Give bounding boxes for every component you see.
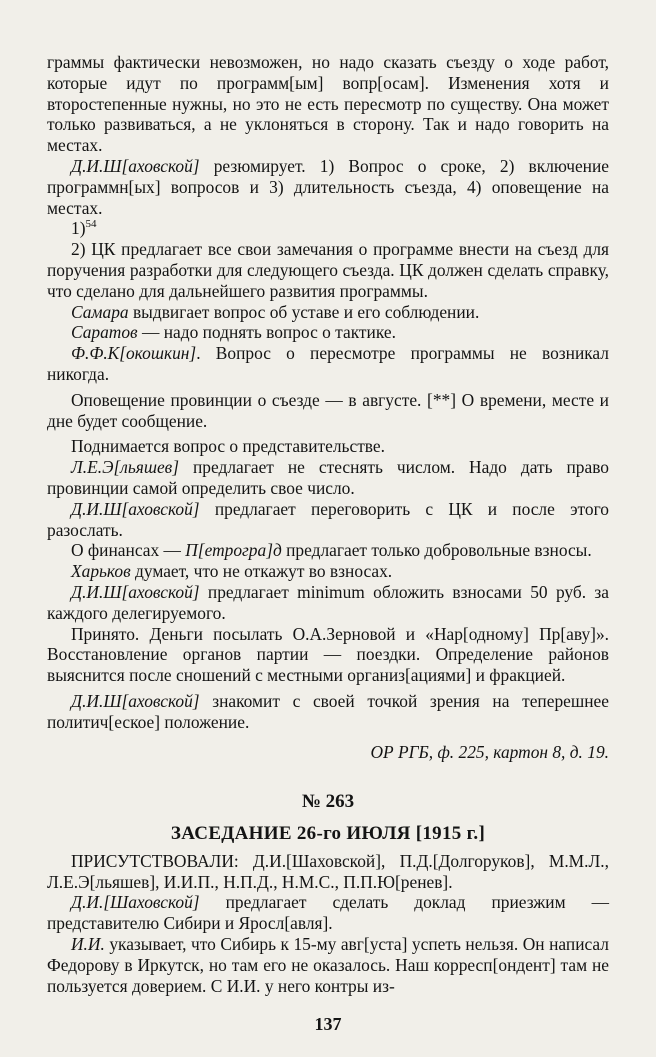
paragraph-text: предлагает не стеснять числом. Надо дать право провинции самой определить свое число. [47,457,609,498]
paragraph-text: О финансах — [71,540,186,561]
paragraph-text: думает, что не откажут во взносах. [130,561,393,582]
paragraph-text: предлагает только добровольные взносы. [281,540,592,561]
paragraph-text: знакомит с своей точкой зрения на теперешнее политич[еское] положение. [47,690,609,732]
speaker-name: Саратов [71,322,138,343]
speaker-name: Д.И.Ш[аховской] [71,498,200,519]
list-marker: 1) [71,218,86,239]
paragraph [47,582,609,624]
document-number: № 263 [301,791,355,813]
speaker-name: Л.Е.Э[льяшев] [71,457,179,478]
archive-source: ОР РГБ, ф. 225, картон 8, д. 19. [370,741,609,762]
paragraph [47,322,609,343]
paragraph [47,343,609,385]
speaker-name: И.И. [71,934,105,955]
paragraph-text: предлагает переговорить с ЦК и после этого разослать. [47,498,609,540]
paragraph [47,691,609,733]
paragraph [47,934,609,996]
paragraph-text: предлагает minimum обложить взносами 50 руб. за каждого делегируемого. [47,581,609,623]
paragraph [47,540,609,561]
speaker-name: Д.И.Ш[аховской] [71,581,200,602]
paragraph: граммы фактически невозможен, но надо сказать съезду о ходе работ, которые идут по программ[ым] вопр[осам]. Изменения хотя и второстепенные нужны, но это не есть пересмотр по существу. Она может только развиваться, а не уклоняться в сторону. Так и надо говорить на местах. [47,52,609,156]
page-number: 137 [314,1014,342,1034]
paragraph [47,499,609,541]
paragraph: Оповещение провинции о съезде — в августе. [**] О времени, месте и дне будет сообщение. [47,389,609,431]
speaker-name: П[етрогра]д [185,540,282,561]
paragraph: Поднимается вопрос о представительстве. [71,436,385,457]
paragraph [47,218,609,239]
paragraph-text: предлагает сделать доклад приезжим — представителю Сибири и Яросл[авля]. [47,892,609,934]
speaker-name: Харьков [71,561,131,582]
attendees-paragraph: ПРИСУТСТВОВАЛИ: Д.И.[Шаховской], П.Д.[Долгоруков], М.М.Л., Л.Е.Э[льяшев], И.И.П., Н.П.Д., Н.М.С., П.П.Ю[ренев]. [47,850,609,892]
paragraph [47,156,609,218]
text-column [47,52,609,996]
paragraph [47,892,609,934]
speaker-name: Д.И.Ш[аховской] [71,155,200,176]
paragraph [47,561,609,582]
paragraph-text: . Вопрос о пересмотре программы не возникал никогда. [47,343,609,384]
paragraph: 2) ЦК предлагает все свои замечания о программе внести на съезд для поручения разработки для следующего съезда. ЦК должен сделать справку, что сделано для дальнейшего развития программы. [47,239,609,301]
paragraph [47,457,609,499]
paragraph-text: выдвигает вопрос об уставе и его соблюдении. [128,301,480,322]
document-title: ЗАСЕДАНИЕ 26-го ИЮЛЯ [1915 г.] [170,823,486,845]
speaker-name: Д.И.[Шаховской] [71,892,200,913]
footnote-ref: 54 [85,218,97,231]
speaker-name: Самара [71,301,129,322]
speaker-name: Ф.Ф.К[окошкин] [71,343,197,364]
paragraph-text: резюмирует. 1) Вопрос о сроке, 2) включение программн[ых] вопросов и 3) длительность съезда, 4) оповещение на местах. [47,155,609,218]
paragraph-text: — надо поднять вопрос о тактике. [137,322,396,343]
speaker-name: Д.И.Ш[аховской] [71,690,200,711]
paragraph [47,302,609,323]
paragraph: Принято. Деньги посылать О.А.Зерновой и «Нар[одному] Пр[аву]». Восстановление органов партии — поездки. Определение районов выяснится после сношений с местными организ[ациями] и фракцией. [47,623,609,686]
paragraph-text: указывает, что Сибирь к 15-му авг[уста] успеть нельзя. Он написал Федорову в Иркутск, но там его не оказалось. Наш корресп[ондент] там не пользуется доверием. С И.И. у него контры из- [47,934,609,996]
